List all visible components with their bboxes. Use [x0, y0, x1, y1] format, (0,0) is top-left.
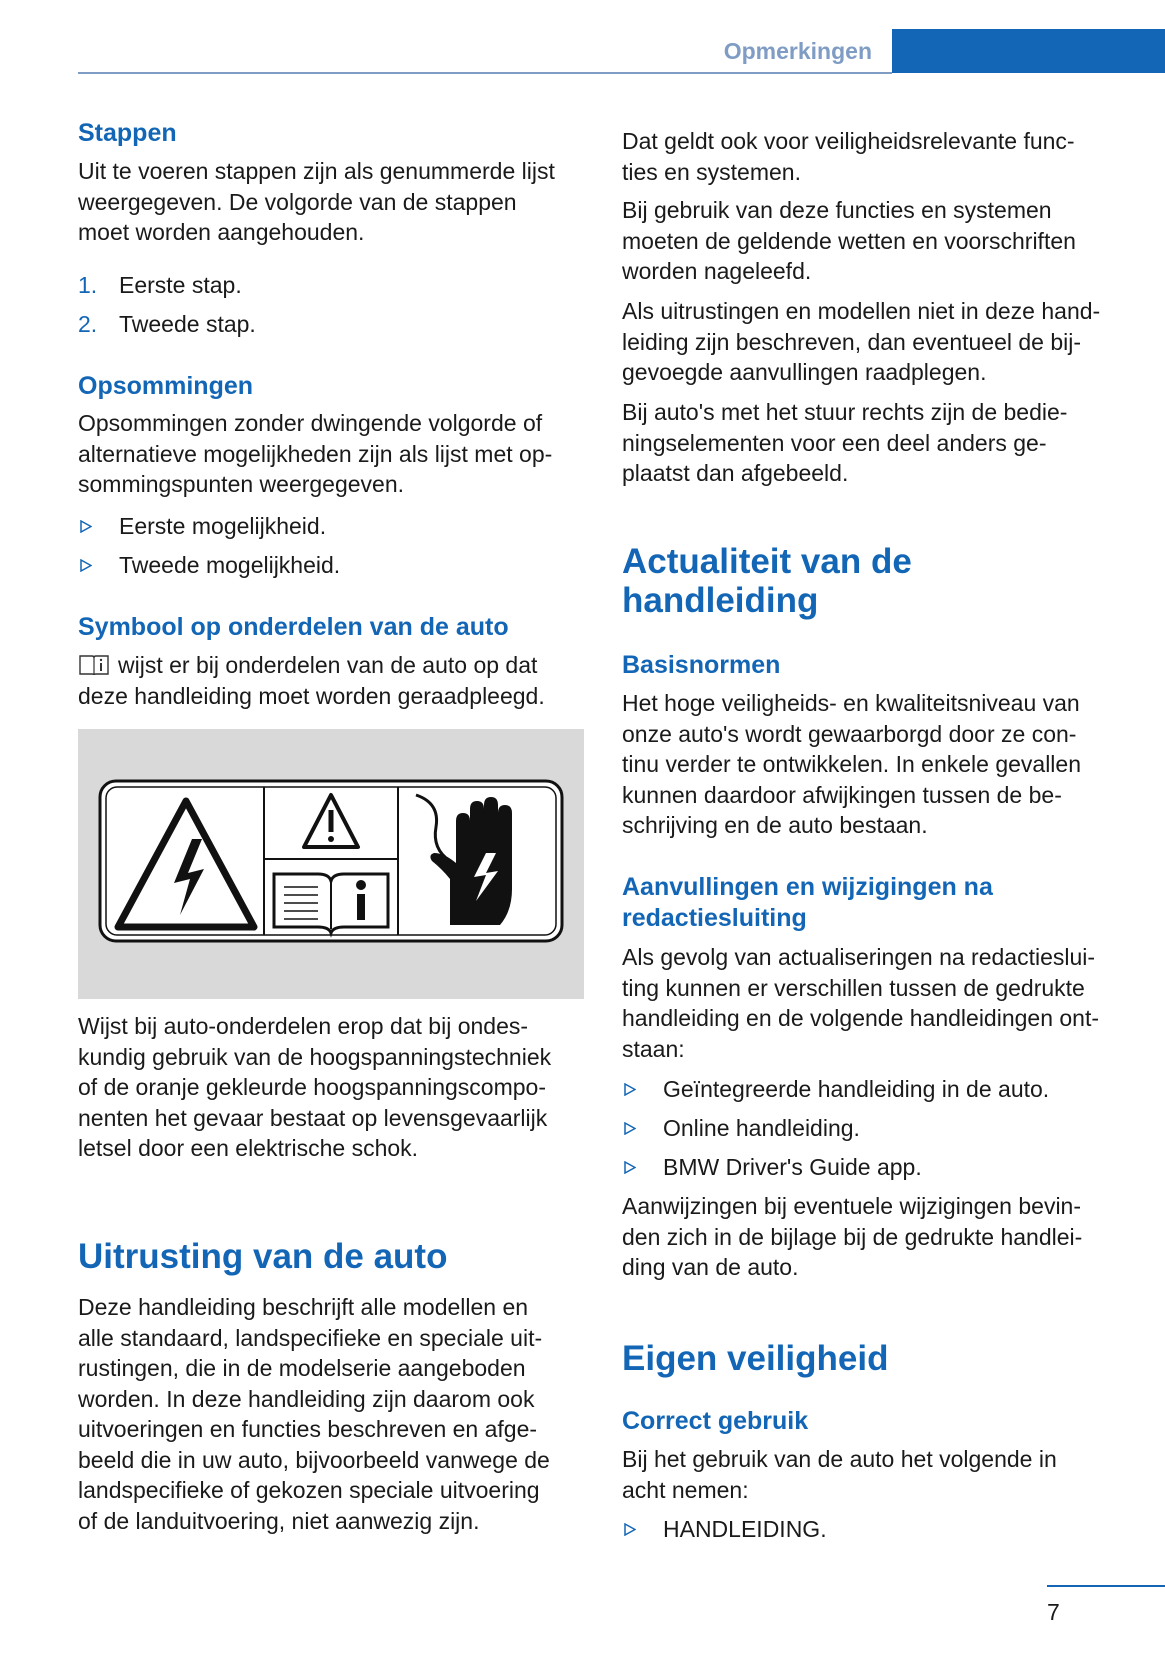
heading-symbool: Symbool op onderdelen van de auto	[78, 613, 509, 641]
step-number: 1.	[78, 272, 98, 298]
text-line: handleiding en de volgende handleidingen ont-	[622, 1005, 1100, 1031]
text-line: moet worden aangehouden.	[78, 219, 365, 245]
text-line: den zich in de bijlage bij de gedrukte handlei-	[622, 1223, 1083, 1250]
text-line: kundig gebruik van de hoogspanningstechniek	[78, 1043, 552, 1070]
heading-line: redactiesluiting	[622, 904, 807, 932]
text-line: of de oranje gekleurde hoogspanningscompo-	[78, 1074, 546, 1100]
step-number: 2.	[78, 311, 98, 337]
text-line: Als gevolg van actualiseringen na redactieslui-	[622, 944, 1096, 970]
heading-correct-gebruik: Correct gebruik	[622, 1407, 809, 1435]
text-line: kunnen daardoor afwijkingen tussen de be-	[622, 781, 1062, 808]
stappen-paragraph	[78, 156, 584, 248]
heading-uitrusting: Uitrusting van de auto	[78, 1237, 448, 1276]
text-line: Bij het gebruik van de auto het volgende in	[622, 1446, 1057, 1472]
right-paragraph-1	[622, 126, 1127, 187]
warning-label-panel	[78, 729, 584, 999]
text-line: Bij auto's met het stuur rechts zijn de bedie-	[622, 399, 1068, 425]
text-line: of de landuitvoering, niet aanwezig zijn.	[78, 1507, 480, 1534]
text-line: ties en systemen.	[622, 158, 801, 185]
text-line: Het hoge veiligheids- en kwaliteitsniveau van	[622, 690, 1080, 716]
heading-actualiteit	[622, 542, 912, 620]
text-line: moeten de geldende wetten en voorschriften	[622, 227, 1076, 254]
heading-aanvullingen	[622, 872, 993, 934]
heading-line: handleiding	[622, 581, 819, 620]
text-line: deze handleiding moet worden geraadpleegd.	[78, 682, 545, 709]
bullet-text: BMW Driver's Guide app.	[663, 1154, 922, 1180]
symbool-paragraph	[78, 650, 584, 711]
heading-basisnormen: Basisnormen	[622, 651, 781, 679]
text-line: rustingen, die in de modelserie aangeboden	[78, 1355, 526, 1381]
text-line: schrijving en de auto bestaan.	[622, 812, 928, 838]
bullet-text: Eerste mogelijkheid.	[119, 513, 327, 539]
text-line: ting kunnen er verschillen tussen de gedrukte	[622, 974, 1085, 1001]
page-number: 7	[1047, 1599, 1060, 1625]
heading-opsommingen: Opsommingen	[78, 372, 254, 400]
bullet-triangle-icon	[80, 559, 92, 572]
text-line: Opsommingen zonder dwingende volgorde of	[78, 410, 543, 436]
text-line: Aanwijzingen bij eventuele wijzigingen bevin-	[622, 1193, 1082, 1219]
correct-gebruik-paragraph	[622, 1444, 1127, 1505]
text-line: worden nageleefd.	[622, 258, 812, 284]
header-rule	[78, 72, 892, 74]
right-paragraph-3	[622, 296, 1127, 388]
text-line: sommingspunten weergegeven.	[78, 471, 405, 497]
text-line: Deze handleiding beschrijft alle modellen en	[78, 1294, 529, 1320]
text-line: ningselementen voor een deel anders ge-	[622, 429, 1047, 456]
warning-paragraph	[78, 1011, 584, 1164]
text-line: worden. In deze handleiding zijn daarom ook	[78, 1385, 535, 1412]
footer-rule	[1047, 1585, 1165, 1587]
basisnormen-paragraph	[622, 688, 1127, 841]
text-line: nenten het gevaar bestaat op levensgevaarlijk	[78, 1104, 548, 1131]
heading-eigen-veiligheid: Eigen veiligheid	[622, 1339, 889, 1378]
running-header-title: Opmerkingen	[723, 38, 872, 64]
text-line: Als uitrustingen en modellen niet in deze hand-	[622, 298, 1101, 324]
bullet-triangle-icon	[624, 1083, 636, 1096]
bullet-triangle-icon	[624, 1161, 636, 1174]
text-line: leiding zijn beschreven, dan eventueel de bij-	[622, 328, 1082, 355]
text-line: Dat geldt ook voor veiligheidsrelevante func-	[622, 128, 1075, 154]
text-line: Wijst bij auto-onderdelen erop dat bij ondes-	[78, 1013, 529, 1039]
bullet-triangle-icon	[80, 520, 92, 533]
bullet-text: HANDLEIDING.	[663, 1516, 827, 1542]
text-line: beeld die in uw auto, bijvoorbeeld vanwege de	[78, 1446, 550, 1473]
right-paragraph-4	[622, 397, 1127, 489]
text-line: alle standaard, landspecifieke en speciale uit-	[78, 1324, 543, 1351]
bullet-triangle-icon	[624, 1523, 636, 1536]
aanvullingen-after-paragraph	[622, 1191, 1127, 1283]
opsommingen-paragraph	[78, 408, 584, 500]
right-paragraph-2	[622, 195, 1127, 287]
text-line: onze auto's wordt gewaarborgd door ze con-	[622, 720, 1077, 747]
aanvullingen-paragraph	[622, 942, 1127, 1064]
bullet-triangle-icon	[624, 1122, 636, 1135]
text-line: Bij gebruik van deze functies en systemen	[622, 197, 1052, 223]
text-line: wijst er bij onderdelen van de auto op dat	[118, 652, 538, 678]
text-line: staan:	[622, 1035, 685, 1062]
text-line: plaatst dan afgebeeld.	[622, 460, 849, 486]
step-text: Tweede stap.	[119, 311, 256, 337]
text-line: weergegeven. De volgorde van de stappen	[78, 188, 517, 215]
heading-line: Actualiteit van de	[622, 542, 912, 581]
text-line: landspecifieke of gekozen speciale uitvoering	[78, 1477, 540, 1503]
heading-stappen: Stappen	[78, 119, 177, 147]
bullet-text: Geïntegreerde handleiding in de auto.	[663, 1076, 1050, 1102]
high-voltage-warning-label	[78, 729, 584, 999]
header-color-block	[892, 29, 1165, 73]
text-line: tinu verder te ontwikkelen. In enkele gevallen	[622, 751, 1082, 777]
bullet-text: Online handleiding.	[663, 1115, 860, 1141]
text-line: uitvoeringen en functies beschreven en afge-	[78, 1416, 538, 1442]
text-line: acht nemen:	[622, 1476, 749, 1503]
heading-line: Aanvullingen en wijzigingen na	[622, 873, 993, 901]
text-line: letsel door een elektrische schok.	[78, 1135, 419, 1161]
text-line: Uit te voeren stappen zijn als genummerde lijst	[78, 158, 555, 184]
bullet-text: Tweede mogelijkheid.	[119, 552, 341, 578]
manual-info-icon	[78, 654, 110, 676]
step-text: Eerste stap.	[119, 272, 242, 298]
uitrusting-paragraph	[78, 1292, 584, 1536]
text-line: alternatieve mogelijkheden zijn als lijst met op-	[78, 440, 553, 467]
text-line: ding van de auto.	[622, 1254, 799, 1280]
text-line: gevoegde aanvullingen raadplegen.	[622, 359, 987, 385]
